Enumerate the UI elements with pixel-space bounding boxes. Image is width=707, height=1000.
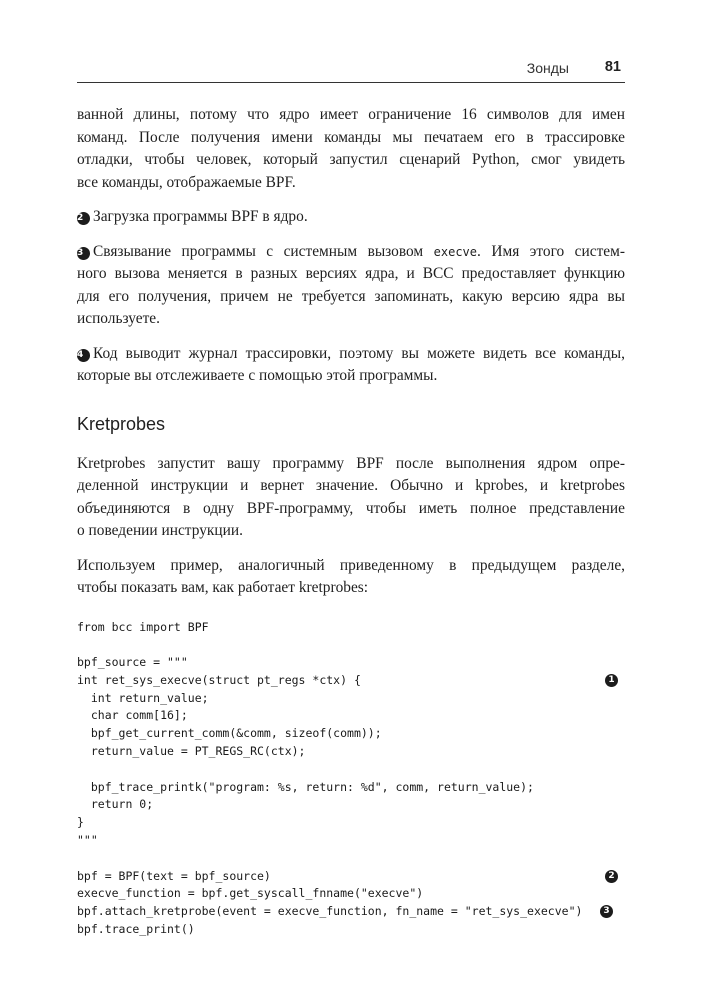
code-text: bpf = BPF(text = bpf_source)	[77, 868, 271, 883]
page-content	[77, 104, 625, 939]
text-line: которые вы отслеживаете с помощью этой программы.	[77, 367, 438, 384]
kretprobes-intro	[77, 453, 625, 543]
section-name: Зонды	[526, 60, 569, 76]
text-line: используете.	[77, 310, 160, 327]
text-line: чтобы показать вам, как работает kretprobes:	[77, 579, 369, 596]
code-line: char comm[16];	[77, 708, 188, 723]
code-line: bpf_source = """	[77, 655, 188, 670]
code-marker-1: 1	[605, 674, 618, 687]
code-line: execve_function = bpf.get_syscall_fnname("execve")	[77, 886, 424, 901]
text-line: деленной инструкции и вернет значение. Обычно и kprobes, и kretprobes	[77, 477, 625, 494]
callout-item-2	[77, 206, 625, 229]
callout-marker-4: 4	[77, 349, 90, 362]
callout-text: Код выводит журнал трассировки, поэтому вы можете видеть все команды,	[93, 344, 625, 362]
code-listing	[77, 619, 625, 939]
subsection-title: Kretprobes	[77, 413, 166, 434]
code-line	[77, 636, 625, 654]
code-line: bpf.trace_print()	[77, 922, 195, 937]
callout-text: Загрузка программы BPF в ядро.	[93, 208, 308, 225]
text-line: все команды, отображаемые BPF.	[77, 173, 296, 191]
code-line: return_value = PT_REGS_RC(ctx);	[77, 744, 306, 759]
text-line	[77, 206, 625, 229]
code-line	[77, 761, 625, 779]
running-header	[77, 58, 625, 83]
callout-item-3	[77, 241, 625, 331]
text-line: отладки, чтобы человек, который запустил сценарий Python, смог увидеть	[77, 151, 625, 168]
page-number: 81	[604, 59, 621, 75]
callout-marker-2: 2	[77, 212, 90, 225]
code-line-with-marker	[77, 672, 625, 690]
code-line: bpf_trace_printk("program: %s, return: %d", comm, return_value);	[77, 779, 534, 794]
callout-text: . Имя этого систем-	[477, 242, 626, 260]
code-text: bpf.attach_kretprobe(event = execve_function, fn_name = "ret_sys_execve")	[77, 904, 583, 919]
code-line: bpf_get_current_comm(&comm, sizeof(comm));	[77, 726, 382, 741]
inline-code: execve	[433, 244, 478, 259]
text-line: команд. После получения имени команды мы печатаем его в трассировке	[77, 128, 625, 146]
code-line: """	[77, 833, 98, 848]
code-marker-3: 3	[600, 905, 613, 918]
example-intro	[77, 555, 625, 600]
code-line: from bcc import BPF	[77, 619, 209, 634]
callout-text: Связывание программы с системным вызовом	[93, 242, 434, 260]
code-line: return 0;	[77, 797, 154, 812]
text-line	[77, 241, 625, 264]
code-line: int return_value;	[77, 690, 209, 705]
code-line	[77, 850, 625, 868]
text-line: ного вызова меняется в разных версиях ядра, и BCC предоставляет функцию	[77, 265, 625, 282]
text-line: для его получения, причем не требуется запоминать, какую версию ядра вы	[77, 287, 625, 305]
text-line: ванной длины, потому что ядро имеет ограничение 16 символов для имен	[77, 106, 625, 123]
code-line-with-marker	[77, 903, 625, 921]
text-line: Используем пример, аналогичный приведенному в предыдущем разделе,	[77, 556, 625, 574]
code-text: int ret_sys_execve(struct pt_regs *ctx) {	[77, 672, 361, 687]
text-line	[77, 343, 625, 366]
code-line-with-marker	[77, 868, 625, 886]
text-line: объединяются в одну BPF-программу, чтобы иметь полное представление	[77, 499, 625, 517]
code-marker-2: 2	[605, 870, 618, 883]
code-line: }	[77, 815, 84, 830]
callout-item-4	[77, 343, 625, 388]
text-line: о поведении инструкции.	[77, 522, 243, 539]
callout-marker-3: 3	[77, 247, 90, 260]
text-line: Kretprobes запустит вашу программу BPF после выполнения ядром опре-	[77, 454, 625, 472]
continued-paragraph	[77, 104, 625, 194]
